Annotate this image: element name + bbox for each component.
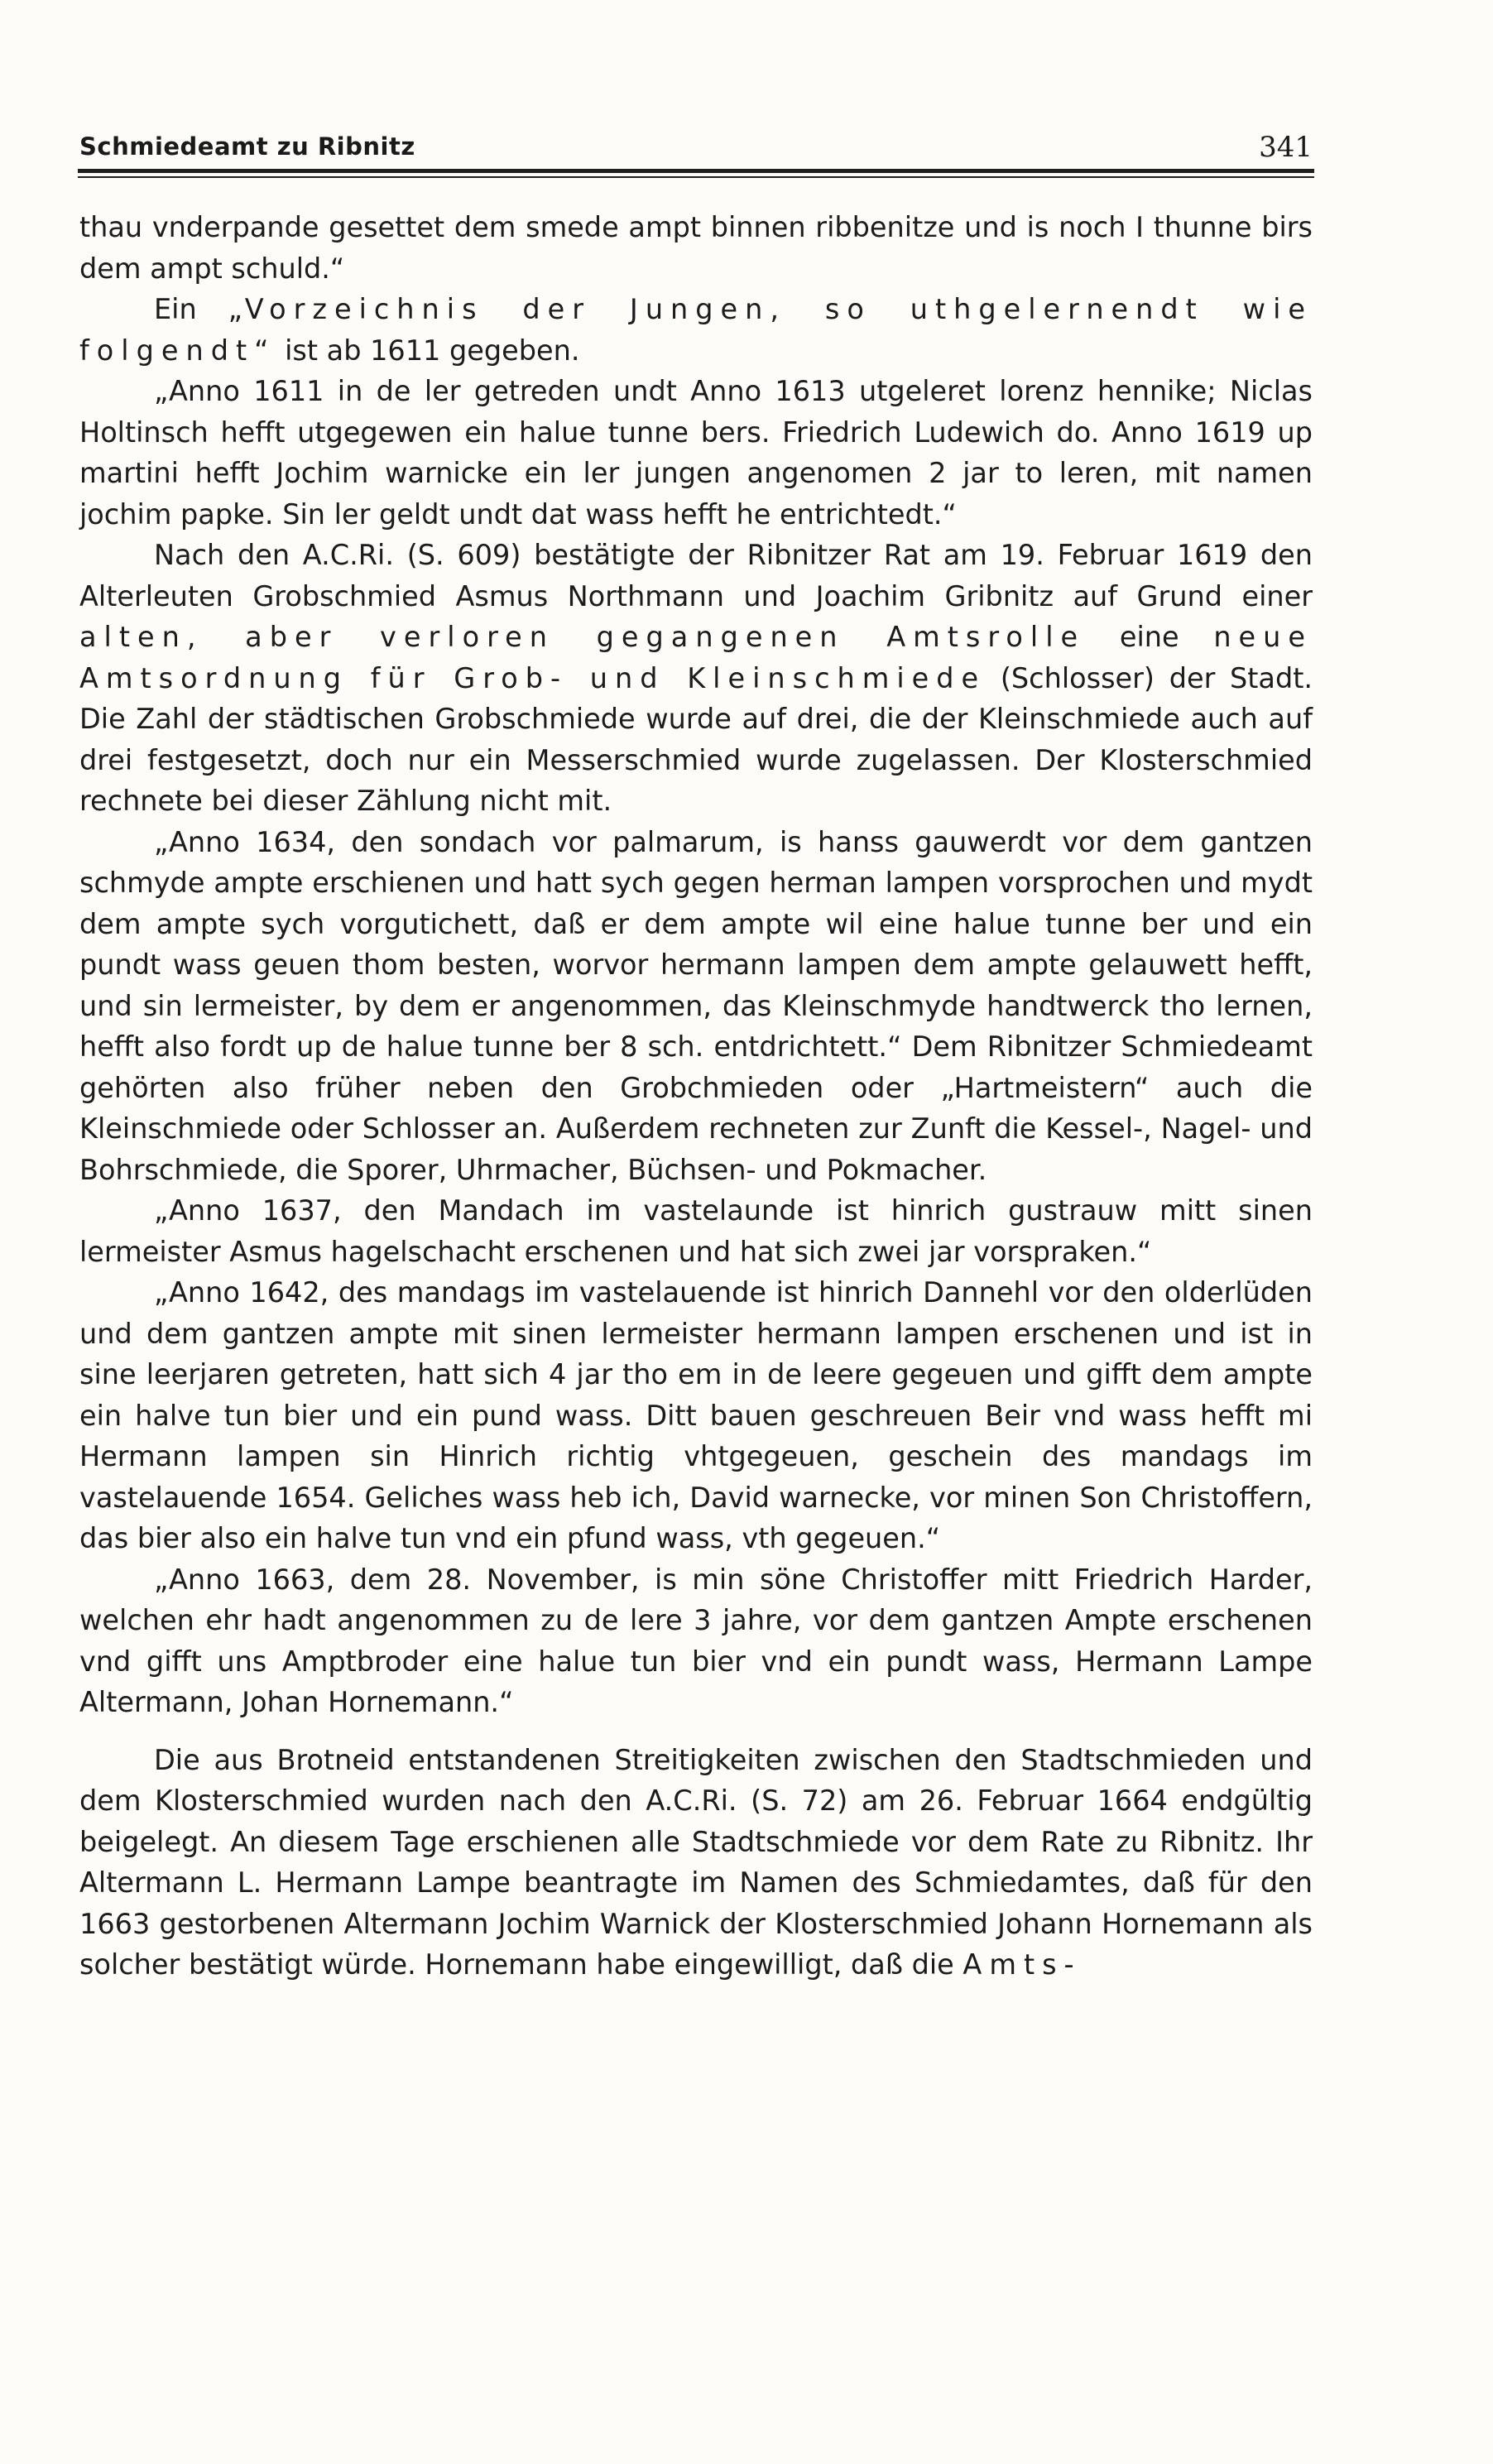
page-header: [79, 122, 1313, 172]
paragraph-4-part-a: Nach den A.C.Ri. (S. 609) bestätigte der Ribnitzer Rat am 19. Februar 1619 den Alterleuten Grobschmied Asmus Northmann und Joachim Gribnitz auf Grund einer: [79, 539, 1313, 612]
paragraph-8: „Anno 1663, dem 28. November, is min söne Christoffer mitt Friedrich Harder, welchen ehr hadt angenommen zu de lere 3 jahre, vor dem gantzen Ampte erschenen vnd gifft uns Amptbroder eine halue tun bier vnd ein pundt wass, Hermann Lampe Altermann, Johan Hornemann.“: [79, 1563, 1313, 1718]
paragraph-5: „Anno 1634, den sondach vor palmarum, is hanss gauwerdt vor dem gantzen schmyde ampte erschienen und hatt sych gegen herman lampen vorsprochen und mydt dem ampte sych vorgutichett, daß er dem ampte wil eine halue tunne ber und ein pundt wass geuen thom besten, worvor hermann lampen dem ampte gelauwett hefft, und sin lermeister, by dem er angenommen, das Kleinschmyde handtwerck tho lernen, hefft also fordt up de halue tunne ber 8 sch. entdrichtett.“ Dem Ribnitzer Schmiedeamt gehörten also früher neben den Grobchmieden oder „Hartmeistern“ auch die Kleinschmiede oder Schlosser an. Außerdem rechneten zur Zunft die Kessel-, Nagel- und Bohrschmiede, die Sporer, Uhrmacher, Büchsen- und Pokmacher.: [79, 825, 1313, 1186]
spaced-title-vorzeichnis: „Vorzeichnis der Jungen, so uthgelernendt wie folgendt“: [79, 293, 1313, 367]
body-text: [79, 207, 1313, 1986]
paragraph-9: [79, 1740, 1313, 1986]
paragraph-4-part-e: (Schlosser) der Stadt. Die Zahl der städtischen Grobschmiede wurde auf drei, die der Kleinschmiede auch auf drei festgesetzt, doch nur ein Messerschmied wurde zugelassen. Der Klosterschmied rechnete bei dieser Zählung nicht mit.: [79, 661, 1313, 817]
spaced-amts: Amts-: [963, 1948, 1082, 1981]
header-rule-thin: [78, 176, 1314, 178]
paragraph-1: thau vnderpande gesettet dem smede ampt binnen ribbenitze und is noch I thunne birs dem ampt schuld.“: [79, 211, 1313, 285]
page-number: 341: [1259, 131, 1313, 164]
paragraph-4-part-c: eine: [1085, 621, 1214, 653]
paragraph-9-main: Die aus Brotneid entstandenen Streitigkeiten zwischen den Stadtschmieden und dem Klosterschmied wurden nach den A.C.Ri. (S. 72) am 26. Februar 1664 endgültig beigelegt. An diesem Tage erschienen alle Stadtschmiede vor dem Rate zu Ribnitz. Ihr Altermann L. Hermann Lampe beantragte im Namen des Schmiedamtes, daß für den 1663 gestorbenen Altermann Jochim Warnick der Klosterschmied Johann Hornemann als solcher bestätigt würde. Hornemann habe eingewilligt, daß die: [79, 1743, 1313, 1981]
paragraph-4: [79, 535, 1313, 822]
paragraph-7: „Anno 1642, des mandags im vastelauende ist hinrich Dannehl vor den olderlüden und dem gantzen ampte mit sinen lermeister hermann lampen erschenen und ist in sine leerjaren getreten, hatt sich 4 jar tho em in de leere gegeuen und gifft dem ampte ein halve tun bier und ein pund wass. Ditt bauen geschreuen Beir vnd wass hefft mi Hermann lampen sin Hinrich richtig vhtgegeuen, geschein des mandags im vastelauende 1654. Geliches wass heb ich, David warnecke, vor minen Son Christoffern, das bier also ein halve tun vnd ein pfund wass, vth gegeuen.“: [79, 1276, 1313, 1554]
paragraph-6: „Anno 1637, den Mandach im vastelaunde ist hinrich gustrauw mitt sinen lermeister Asmus hagelschacht erschenen und hat sich zwei jar vorspraken.“: [79, 1194, 1313, 1268]
spaced-neue-amtsordnung: neue Amtsordnung für Grob- und Kleinschmiede: [79, 621, 1313, 694]
running-head: Schmiedeamt zu Ribnitz: [79, 132, 415, 161]
paragraph-2: [79, 289, 1313, 371]
header-rule-thick: [78, 169, 1314, 173]
spaced-alte-amtsrolle: alten, aber verloren gegangenen Amtsrolle: [79, 621, 1086, 653]
paragraph-2-lead: Ein: [154, 293, 228, 325]
paragraph-3: „Anno 1611 in de ler getreden undt Anno 1613 utgeleret lorenz hennike; Niclas Holtinsch hefft utgegewen ein halue tunne bers. Friedrich Ludewich do. Anno 1619 up martini hefft Jochim warnicke ein ler jungen angenomen 2 jar to leren, mit namen jochim papke. Sin ler geldt undt dat wass hefft he entrichtedt.“: [79, 375, 1313, 531]
paragraph-2-tail: ist ab 1611 gegeben.: [276, 334, 580, 367]
